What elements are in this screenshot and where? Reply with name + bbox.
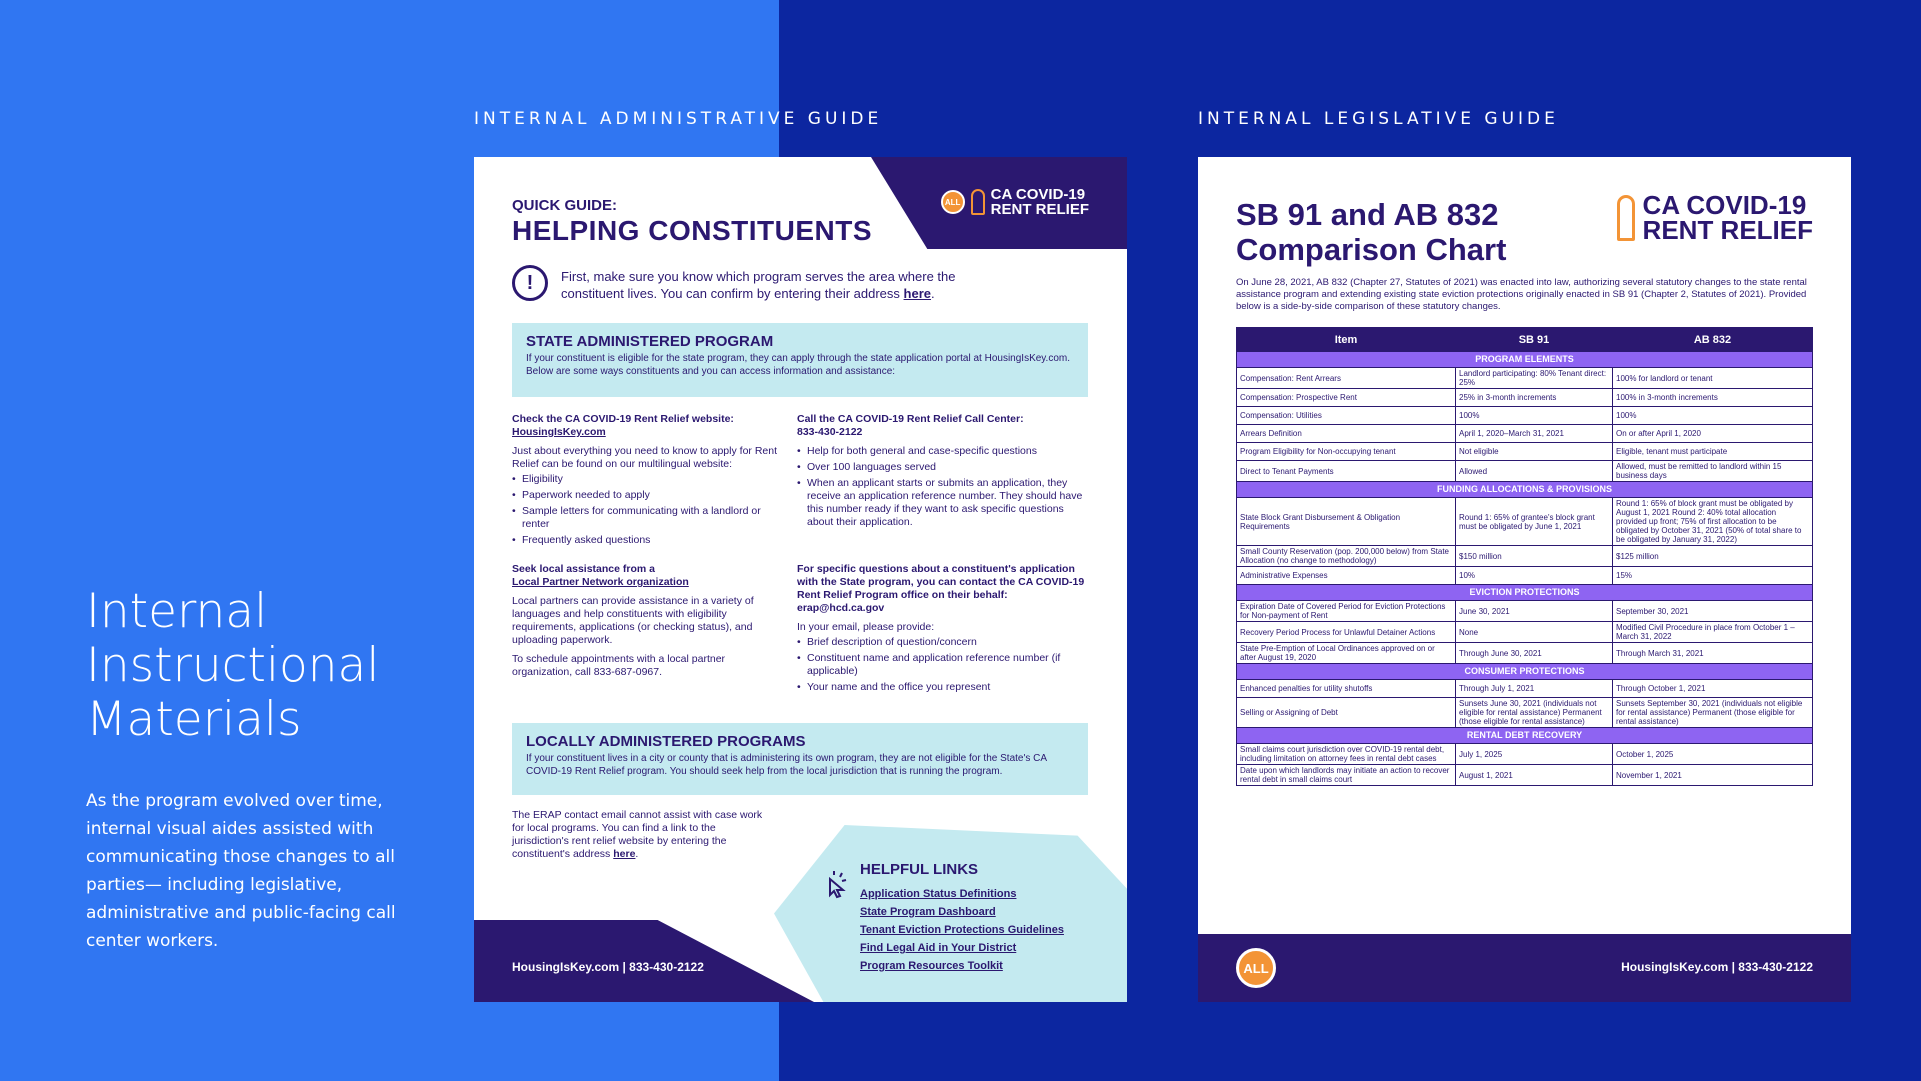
local-programs-box	[512, 723, 1088, 795]
intro-here-link[interactable]: here	[903, 286, 932, 301]
specific-heading: For specific questions about a constituent's application with the State program, you can contact the CA COVID-19 Rent Relief Program office on their behalf: erap@hcd.ca.gov	[797, 563, 1085, 614]
table-cell: On or after April 1, 2020	[1613, 425, 1813, 443]
table-cell: Allowed	[1456, 461, 1613, 482]
website-column	[512, 413, 777, 550]
table-row	[1237, 567, 1813, 585]
section-row	[1237, 728, 1813, 744]
table-cell: 15%	[1613, 567, 1813, 585]
table-row	[1237, 368, 1813, 389]
table-cell: Administrative Expenses	[1237, 567, 1456, 585]
table-cell: Round 1: 65% of grantee's block grant must be obligated by June 1, 2021	[1456, 498, 1613, 546]
table-cell: Round 1: 65% of block grant must be obligated by August 1, 2021 Round 2: 40% total allocation provided up front; 75% of first allocation to be obligated by October 31, 2021 (50% of total share to be obligated by January 31, 2022)	[1613, 498, 1813, 546]
table-cell: Compensation: Utilities	[1237, 407, 1456, 425]
table-cell: November 1, 2021	[1613, 765, 1813, 786]
table-cell: Through October 1, 2021	[1613, 680, 1813, 698]
table-cell: 25% in 3-month increments	[1456, 389, 1613, 407]
intro-text: First, make sure you know which program serves the area where the constituent lives. You can confirm by entering their address here.	[561, 269, 956, 301]
chart-title-line1: SB 91 and AB 832	[1236, 197, 1499, 232]
table-cell: Compensation: Rent Arrears	[1237, 368, 1456, 389]
state-program-box	[512, 323, 1088, 397]
table-cell: $125 million	[1613, 546, 1813, 567]
comparison-table	[1236, 327, 1813, 786]
table-cell: None	[1456, 622, 1613, 643]
table-cell: Expiration Date of Covered Period for Eviction Protections for Non-payment of Rent	[1237, 601, 1456, 622]
specific-text: In your email, please provide:	[797, 621, 935, 633]
table-row	[1237, 643, 1813, 664]
table-cell: Sunsets September 30, 2021 (individuals not eligible for rental assistance) Permanent (those eligible for rental assistance)	[1613, 698, 1813, 728]
website-heading: Check the CA COVID-19 Rent Relief website:	[512, 413, 734, 425]
table-cell: April 1, 2020–March 31, 2021	[1456, 425, 1613, 443]
table-row	[1237, 744, 1813, 765]
table-cell: Compensation: Prospective Rent	[1237, 389, 1456, 407]
list-item: • When an applicant starts or submits an application, they receive an application reference number. They should have this number ready if they want to ask specific questions about their application.	[797, 477, 1087, 529]
key-icon	[1617, 195, 1635, 241]
table-row	[1237, 425, 1813, 443]
chart-title	[1236, 197, 1506, 267]
list-item: • Sample letters for communicating with a landlord or renter	[512, 505, 777, 531]
table-cell: Small claims court jurisdiction over COVID-19 rental debt, including limitation on attorney fees in rental debt cases	[1237, 744, 1456, 765]
section-row	[1237, 482, 1813, 498]
key-icon	[971, 189, 985, 215]
table-row	[1237, 546, 1813, 567]
table-cell: 100% in 3-month increments	[1613, 389, 1813, 407]
table-cell: Date upon which landlords may initiate an action to recover rental debt in small claims court	[1237, 765, 1456, 786]
list-item: • Help for both general and case-specific questions	[797, 445, 1087, 458]
erap-note: The ERAP contact email cannot assist with case work for local programs. You can find a link to the jurisdiction's rent relief website by entering the constituent's address here.	[512, 809, 763, 860]
brand-logo	[941, 187, 1089, 217]
table-cell: Landlord participating: 80% Tenant direct: 25%	[1456, 368, 1613, 389]
table-row	[1237, 461, 1813, 482]
table-cell: Modified Civil Procedure in place from October 1 – March 31, 2022	[1613, 622, 1813, 643]
helpful-links-list	[860, 885, 1064, 975]
brand-logo	[1617, 190, 1813, 245]
table-row	[1237, 443, 1813, 461]
table-cell: September 30, 2021	[1613, 601, 1813, 622]
table-row	[1237, 680, 1813, 698]
table-cell: Recovery Period Process for Unlawful Detainer Actions	[1237, 622, 1456, 643]
cursor-click-icon	[822, 869, 852, 899]
table-cell: Arrears Definition	[1237, 425, 1456, 443]
table-cell: August 1, 2021	[1456, 765, 1613, 786]
table-cell: Direct to Tenant Payments	[1237, 461, 1456, 482]
footer-contact: HousingIsKey.com | 833-430-2122	[1621, 960, 1813, 974]
table-cell: State Pre-Emption of Local Ordinances approved on or after August 19, 2020	[1237, 643, 1456, 664]
local-programs-heading: LOCALLY ADMINISTERED PROGRAMS	[526, 733, 806, 750]
helpful-link[interactable]: Program Resources Toolkit	[860, 960, 1003, 972]
footer-band	[1198, 934, 1851, 1002]
local-programs-text: If your constituent lives in a city or county that is administering its own program, they are not eligible for the State's CA COVID-19 Rent Relief program. You should seek help from the local jurisdiction that is running the program.	[526, 753, 1047, 777]
table-cell: Eligible, tenant must participate	[1613, 443, 1813, 461]
legislative-guide-document	[1198, 157, 1851, 1002]
table-cell: Allowed, must be remitted to landlord within 15 business days	[1613, 461, 1813, 482]
table-cell: July 1, 2025	[1456, 744, 1613, 765]
list-item: • Over 100 languages served	[797, 461, 1087, 474]
page-title: HELPING CONSTITUENTS	[512, 215, 873, 246]
helpful-links-heading: HELPFUL LINKS	[860, 861, 979, 878]
table-cell: $150 million	[1456, 546, 1613, 567]
section-heading: RENTAL DEBT RECOVERY	[1237, 728, 1813, 744]
brand-line2: RENT RELIEF	[1642, 215, 1813, 245]
admin-guide-label: INTERNAL ADMINISTRATIVE GUIDE	[474, 109, 883, 129]
section-row	[1237, 352, 1813, 368]
table-cell: Small County Reservation (pop. 200,000 below) from State Allocation (no change to methodology)	[1237, 546, 1456, 567]
list-item: • Eligibility	[512, 473, 777, 486]
table-cell: 100%	[1456, 407, 1613, 425]
table-row	[1237, 765, 1813, 786]
erap-here-link[interactable]: here	[613, 848, 636, 860]
table-cell: June 30, 2021	[1456, 601, 1613, 622]
chart-intro: On June 28, 2021, AB 832 (Chapter 27, Statutes of 2021) was enacted into law, authorizing several statutory changes to the state rental assistance program and extending existing state eviction protections originally enacted in SB 91 (Chapter 2, Statutes of 2021). Provided below is a side-by-side comparison of these statutory changes.	[1236, 277, 1807, 312]
exclamation-icon: !	[512, 265, 548, 301]
table-cell: State Block Grant Disbursement & Obligation Requirements	[1237, 498, 1456, 546]
state-program-heading: STATE ADMINISTERED PROGRAM	[526, 333, 774, 350]
column-header: AB 832	[1613, 328, 1813, 352]
admin-guide-document	[474, 157, 1127, 1002]
table-cell: Not eligible	[1456, 443, 1613, 461]
local-text-2: To schedule appointments with a local partner organization, call 833-687-0967.	[512, 653, 726, 678]
table-row	[1237, 498, 1813, 546]
list-item: • Paperwork needed to apply	[512, 489, 777, 502]
list-item: • Frequently asked questions	[512, 534, 777, 547]
local-partner-link[interactable]: Local Partner Network organization	[512, 576, 689, 588]
list-item: • Your name and the office you represent	[797, 681, 1087, 694]
specific-questions-column	[797, 563, 1087, 697]
helpful-link[interactable]: Application Status Definitions	[860, 888, 1017, 900]
local-heading: Seek local assistance from a	[512, 563, 655, 575]
column-header: Item	[1237, 328, 1456, 352]
intro-body: First, make sure you know which program serves the area where the constituent lives. You can confirm by entering their address	[561, 269, 956, 301]
table-row	[1237, 389, 1813, 407]
brand-line1: CA COVID-19	[990, 186, 1086, 203]
table-cell: Program Eligibility for Non-occupying tenant	[1237, 443, 1456, 461]
call-center-column	[797, 413, 1087, 532]
website-text: Just about everything you need to know to apply for Rent Relief can be found on our multilingual website:	[512, 445, 777, 470]
table-row	[1237, 698, 1813, 728]
section-row	[1237, 664, 1813, 680]
list-item: • Constituent name and application reference number (if applicable)	[797, 652, 1087, 678]
chart-title-line2: Comparison Chart	[1236, 232, 1507, 267]
table-cell: 100% for landlord or tenant	[1613, 368, 1813, 389]
table-row	[1237, 601, 1813, 622]
table-cell: Through June 30, 2021	[1456, 643, 1613, 664]
local-text: Local partners can provide assistance in a variety of languages and help constituents with eligibility requirements, applications (or checking status), and uploading paperwork.	[512, 595, 754, 646]
section-heading: CONSUMER PROTECTIONS	[1237, 664, 1813, 680]
column-header: SB 91	[1456, 328, 1613, 352]
legislative-guide-label: INTERNAL LEGISLATIVE GUIDE	[1198, 109, 1559, 129]
table-cell: Sunsets June 30, 2021 (individuals not eligible for rental assistance) Permanent (those eligible for rental assistance)	[1456, 698, 1613, 728]
helpful-link[interactable]: Tenant Eviction Protections Guidelines	[860, 924, 1064, 936]
erap-note-text: The ERAP contact email cannot assist with case work for local programs. You can find a link to the jurisdiction's rent relief website by entering the constituent's address	[512, 809, 763, 860]
table-cell: 10%	[1456, 567, 1613, 585]
list-item: • Brief description of question/concern	[797, 636, 1087, 649]
table-cell: Through March 31, 2021	[1613, 643, 1813, 664]
state-program-text: If your constituent is eligible for the state program, they can apply through the state application portal at HousingIsKey.com. Below are some ways constituents and you can access information and assistance:	[526, 353, 1071, 377]
side-description: As the program evolved over time, internal visual aides assisted with communicating those changes to all parties— including legislative, administrative and public-facing call center workers.	[86, 791, 396, 951]
website-link[interactable]: HousingIsKey.com	[512, 426, 606, 438]
section-row	[1237, 585, 1813, 601]
table-cell: Selling or Assigning of Debt	[1237, 698, 1456, 728]
side-title: Internal Instructional Materials	[86, 584, 380, 747]
table-cell: Through July 1, 2021	[1456, 680, 1613, 698]
brand-line2: RENT RELIEF	[990, 201, 1089, 218]
table-cell: 100%	[1613, 407, 1813, 425]
footer-contact: HousingIsKey.com | 833-430-2122	[512, 960, 704, 974]
table-row	[1237, 622, 1813, 643]
table-cell: October 1, 2025	[1613, 744, 1813, 765]
california-seal-icon: ALL	[1236, 948, 1276, 988]
call-center-heading: Call the CA COVID-19 Rent Relief Call Center:	[797, 413, 1024, 425]
section-heading: FUNDING ALLOCATIONS & PROVISIONS	[1237, 482, 1813, 498]
section-heading: PROGRAM ELEMENTS	[1237, 352, 1813, 368]
local-assistance-column	[512, 563, 777, 679]
section-heading: EVICTION PROTECTIONS	[1237, 585, 1813, 601]
helpful-link[interactable]: State Program Dashboard	[860, 906, 996, 918]
california-seal-icon: ALL	[941, 190, 965, 214]
table-row	[1237, 407, 1813, 425]
helpful-link[interactable]: Find Legal Aid in Your District	[860, 942, 1017, 954]
table-cell: Enhanced penalties for utility shutoffs	[1237, 680, 1456, 698]
call-center-phone: 833-430-2122	[797, 426, 863, 438]
brand-line1: CA COVID-19	[1642, 190, 1807, 220]
quick-guide-label: QUICK GUIDE:	[512, 197, 617, 214]
